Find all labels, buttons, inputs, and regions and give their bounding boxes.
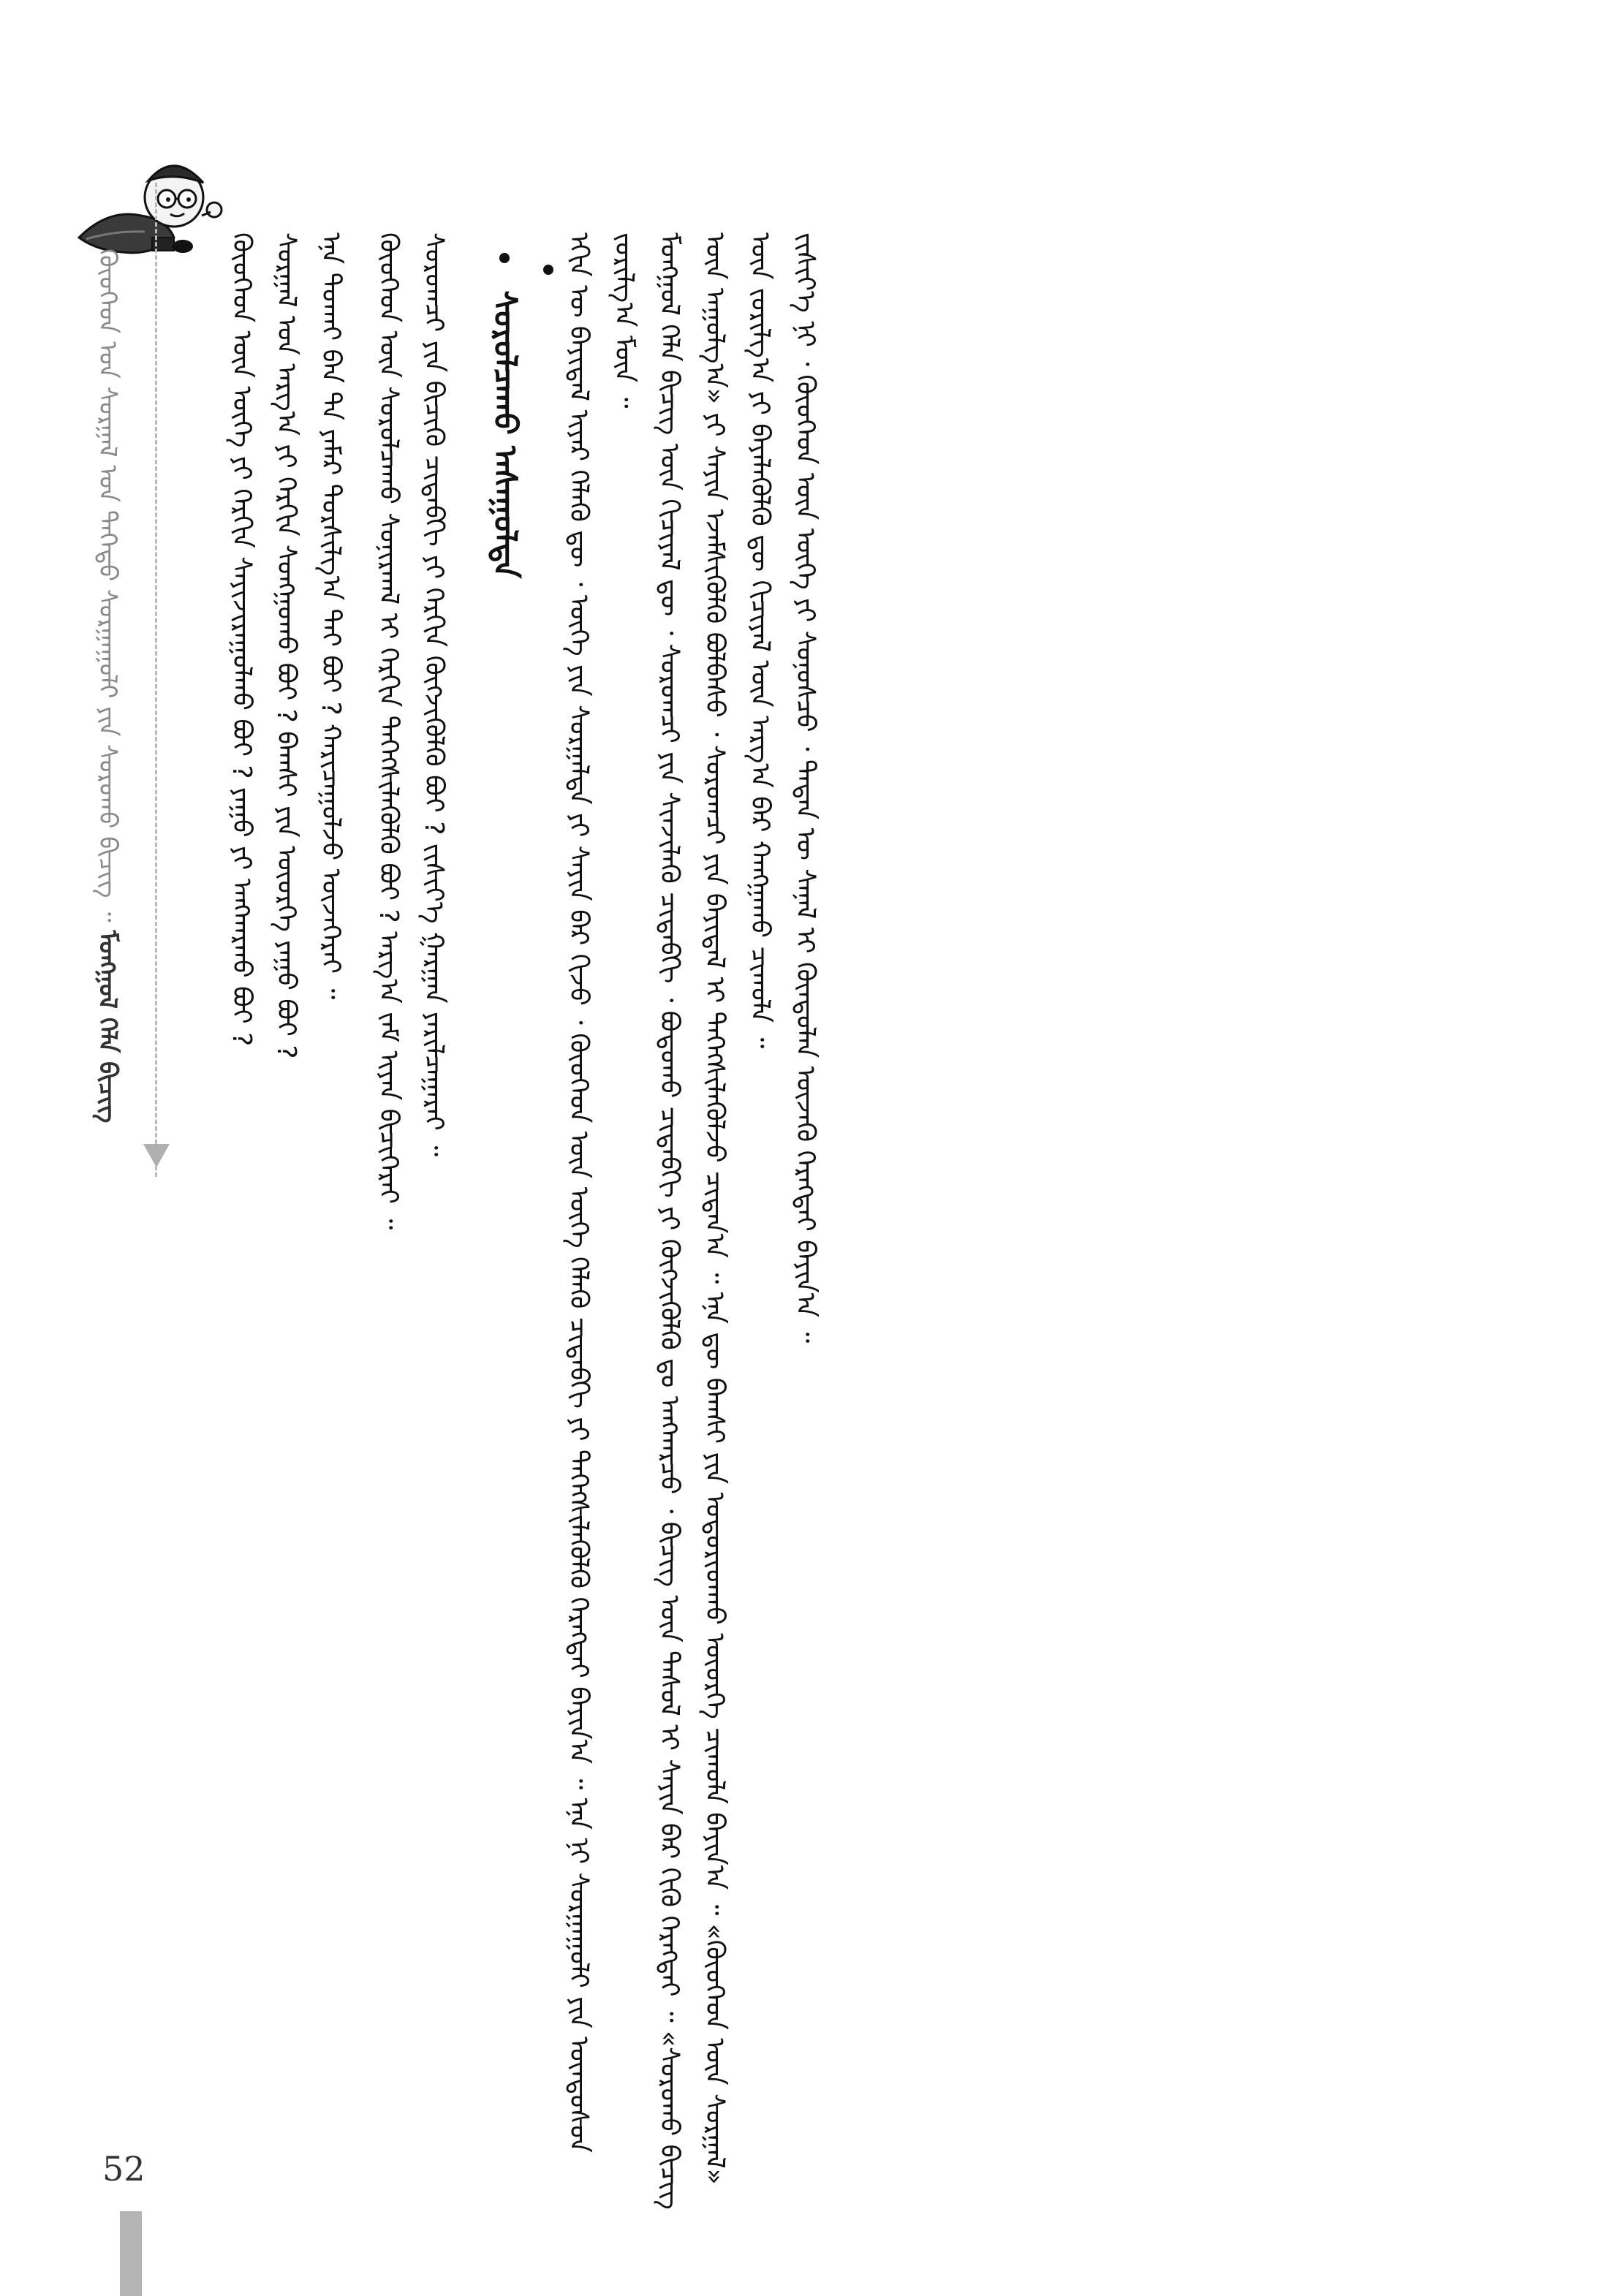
page-edge-tab: [120, 2211, 142, 2296]
intro-paragraphs: [219, 232, 366, 2221]
question-item: ᠰᠤᠷᠤᠭᠴᠢ ᠶᠢᠨ ᠪᠢᠴᠢᠬᠦ ᠴᠢᠳᠠᠪᠬᠢ ᠶᠢ ᠬᠡᠷᠬᠢᠨ ᠬᠥᠭᠵᠢᠭᠦᠯᠬᠦ ᠪᠤᠢ ? ᠵᠢᠱᠢᠶ᠎ᠡ ᠭᠠᠷᠭᠠᠨ ᠶᠠᠷᠢᠯᠴᠠᠭᠠᠷᠠᠢ ᠃: [419, 232, 449, 1157]
paragraph-intro: ᠰᠤᠷᠭᠠᠯ ᠤᠨ ᠠᠷᠭ᠎ᠠ ᠶᠢ ᠬᠡᠷᠬᠢᠨ ᠰᠣᠩᠭᠣᠬᠤ ᠪᠤᠢ ? ᠪᠠᠭᠰᠢ ᠶᠢᠨ ᠦᠦᠷᠭᠡ ᠶᠠᠭᠤ ᠪᠤᠢ ?: [271, 232, 301, 1059]
page-number: 52: [102, 2149, 145, 2189]
triangle-arrow-icon: [143, 1144, 170, 1167]
section-heading-text: ᠰᠤᠷᠤᠯᠴᠠᠬᠤ ᠠᠰᠠᠭᠤᠯᠲᠠ: [486, 290, 523, 579]
main-paragraph: ᠮᠣᠩᠭᠣᠯ ᠬᠡᠯᠡ ᠪᠢᠴᠢᠭ ᠦᠨ ᠬᠢᠴᠢᠶᠡᠯ ᠳᠦ ᠂ ᠰᠤᠷᠤᠭᠴᠢ ᠶᠢᠨ ᠰᠢᠨᠵᠢᠯᠡᠬᠦ ᠴᠢᠳᠠᠪᠬᠢ ᠂ ᠪᠣᠳᠣᠬᠤ ᠴᠢᠳᠠᠪᠬᠢ ᠶᠢ ᠬᠥᠭᠵᠢᠭᠦᠯᠬᠦ ᠳᠤ ᠠᠩᠬᠠᠷᠴᠤ ᠂ ᠪᠢᠴᠢᠭ ᠦᠨ ᠳᠠᠰᠤᠯ ᠢ ᠰᠠᠶᠢᠨ ᠪᠡᠷ ᠬᠢᠬᠦ ᠬᠡᠷᠡᠭᠲᠡᠢ ᠃ «ᠰᠤᠷᠤᠬᠤ ᠪᠢᠴᠢᠭ ᠦᠨ ᠠᠭᠤᠯᠭ᠎ᠠ» ᠶᠢ ᠰᠠᠶᠢᠨ ᠡᠵᠡᠮᠰᠢᠭᠦᠯᠬᠦ ᠪᠣᠯᠪᠠᠰᠤ ᠂ ᠰᠤᠷᠤᠭᠴᠢ ᠶᠢᠨ ᠪᠠᠶᠢᠳᠠᠯ ᠢ ᠳᠡᠭᠡᠭᠰᠢᠯᠡᠭᠦᠯᠵᠦ ᠴᠢᠳᠠᠨ᠎ᠠ ᠃ ᠡᠨᠡ ᠳᠦ ᠪᠠᠭᠰᠢ ᠶᠢᠨ ᠤᠳᠤᠷᠢᠳᠬᠤ ᠦᠦᠷᠭᠡ ᠴᠢᠬᠤᠯᠠ ᠪᠠᠶᠢᠨ᠎ᠠ ᠃ «ᠬᠦᠦᠬᠡᠳ ᠦᠨ ᠰᠤᠷᠭᠠᠯ» ᠦᠨ ᠵᠣᠷᠢᠯᠭ᠎ᠠ ᠶᠢ ᠪᠡᠶᠡᠯᠡᠭᠦᠯᠬᠦ ᠳᠦ ᠬᠢᠴᠢᠶᠡᠯ ᠦᠨ ᠠᠷᠭ᠎ᠠ ᠪᠠᠷ ᠬᠠᠩᠭᠠᠬᠤ ᠴᠢᠬᠤᠯᠠ ᠃: [654, 232, 775, 2210]
running-header-prefix: ᠬᠦᠦᠬᠡᠳ ᠤᠨ ᠰᠤᠷᠭᠠᠯ ᠤᠨ ᠳᠡᠭᠡᠳᠦ ᠰᠤᠷᠭᠠᠭᠤᠯᠢ ᠶᠢᠨ ᠰᠤᠷᠤᠬᠤ ᠪᠢᠴᠢᠭ ᠃: [93, 249, 122, 922]
bullet-icon: [543, 265, 553, 275]
bullet-icon: [499, 253, 510, 263]
running-header-title: ᠮᠣᠩᠭᠣᠯ ᠬᠡᠯᠡ ᠪᠢᠴᠢᠭ: [93, 930, 122, 1124]
main-body: [556, 232, 1521, 2221]
question-item: ᠬᠦᠦᠬᠡᠳ ᠦᠨ ᠰᠤᠷᠤᠯᠴᠠᠬᠤ ᠰᠣᠨᠢᠷᠬᠠᠯ ᠢ ᠬᠡᠷᠬᠢᠨ ᠳᠡᠭᠡᠭᠰᠢᠯᠡᠭᠦᠯᠬᠦ ᠪᠤᠢ ? ᠠᠷᠭ᠎ᠠ ᠵᠠᠮ ᠢᠶᠠᠨ ᠪᠢᠴᠢᠭᠡᠷᠡᠢ ᠃: [374, 232, 404, 1230]
main-paragraph: ᠵᠢᠱᠢᠶ᠎ᠡ ᠨᠢ ᠂ ᠬᠦᠦᠬᠡᠳ ᠦᠨ ᠦᠭᠡ ᠶᠢ ᠰᠣᠨᠤᠰᠴᠤ ᠂ ᠲᠡᠳᠡᠨ ᠦ ᠰᠠᠨᠠᠯ ᠢ ᠬᠦᠨᠳᠦᠯᠡᠨ ᠦᠵᠡᠬᠦ ᠬᠡᠷᠡᠭᠲᠡᠢ ᠪᠠᠶᠢᠨ᠎ᠠ ᠃: [790, 232, 820, 1344]
paragraph-intro: ᠬᠦᠦᠬᠡᠳ ᠦᠨ ᠦᠭᠡ ᠶᠢ ᠬᠡᠷᠬᠢᠨ ᠰᠠᠶᠢᠵᠢᠷᠠᠭᠤᠯᠬᠤ ᠪᠤᠢ ? ᠶᠠᠭᠤ ᠶᠢ ᠠᠩᠬᠠᠷᠬᠤ ᠪᠤᠢ ?: [227, 232, 257, 1047]
paragraph-intro: ᠡᠨᠡ ᠲᠤᠬᠠᠢ ᠪᠡᠨ ᠲᠠ ᠶᠠᠮᠠᠷ ᠲᠤᠷᠰᠢᠯᠭ᠎ᠠ ᠲᠠᠢ ᠪᠤᠢ ? ᠬᠠᠷᠢᠴᠠᠭᠤᠯᠵᠤ ᠦᠵᠡᠭᠡᠷᠡᠢ ᠃: [316, 232, 346, 1000]
header-divider: [155, 183, 157, 1177]
main-paragraph: ᠡᠬᠢᠨ ᠦ ᠪᠠᠶᠢᠳᠠᠯ ᠢᠶᠠᠷ ᠬᠡᠯᠡᠬᠦ ᠳᠦ ᠂ ᠦᠭᠡ ᠶᠢᠨ ᠰᠤᠷᠭᠠᠯᠳᠠ ᠶᠢ ᠰᠠᠶᠢᠨ ᠪᠡᠷ ᠬᠢᠵᠦ ᠂ ᠬᠦᠦᠬᠡᠳ ᠦᠨ ᠦᠭᠡ ᠬᠡᠯᠡᠬᠦ ᠴᠢᠳᠠᠪᠬᠢ ᠶᠢ ᠳᠡᠭᠡᠭᠰᠢᠯᠡᠭᠦᠯᠬᠦ ᠬᠡᠷᠡᠭᠲᠡᠢ ᠪᠠᠶᠢᠨ᠎ᠠ ᠃ ᠡᠨᠡ ᠨᠢ ᠰᠤᠷᠭᠠᠭᠤᠯᠢ ᠶᠢᠨ ᠦᠨᠳᠦᠰᠦᠨ ᠵᠣᠷᠢᠯᠭ᠎ᠠ ᠮᠥᠨ ᠃: [564, 232, 639, 2153]
running-header: [82, 249, 133, 1228]
question-list: [366, 232, 483, 2221]
